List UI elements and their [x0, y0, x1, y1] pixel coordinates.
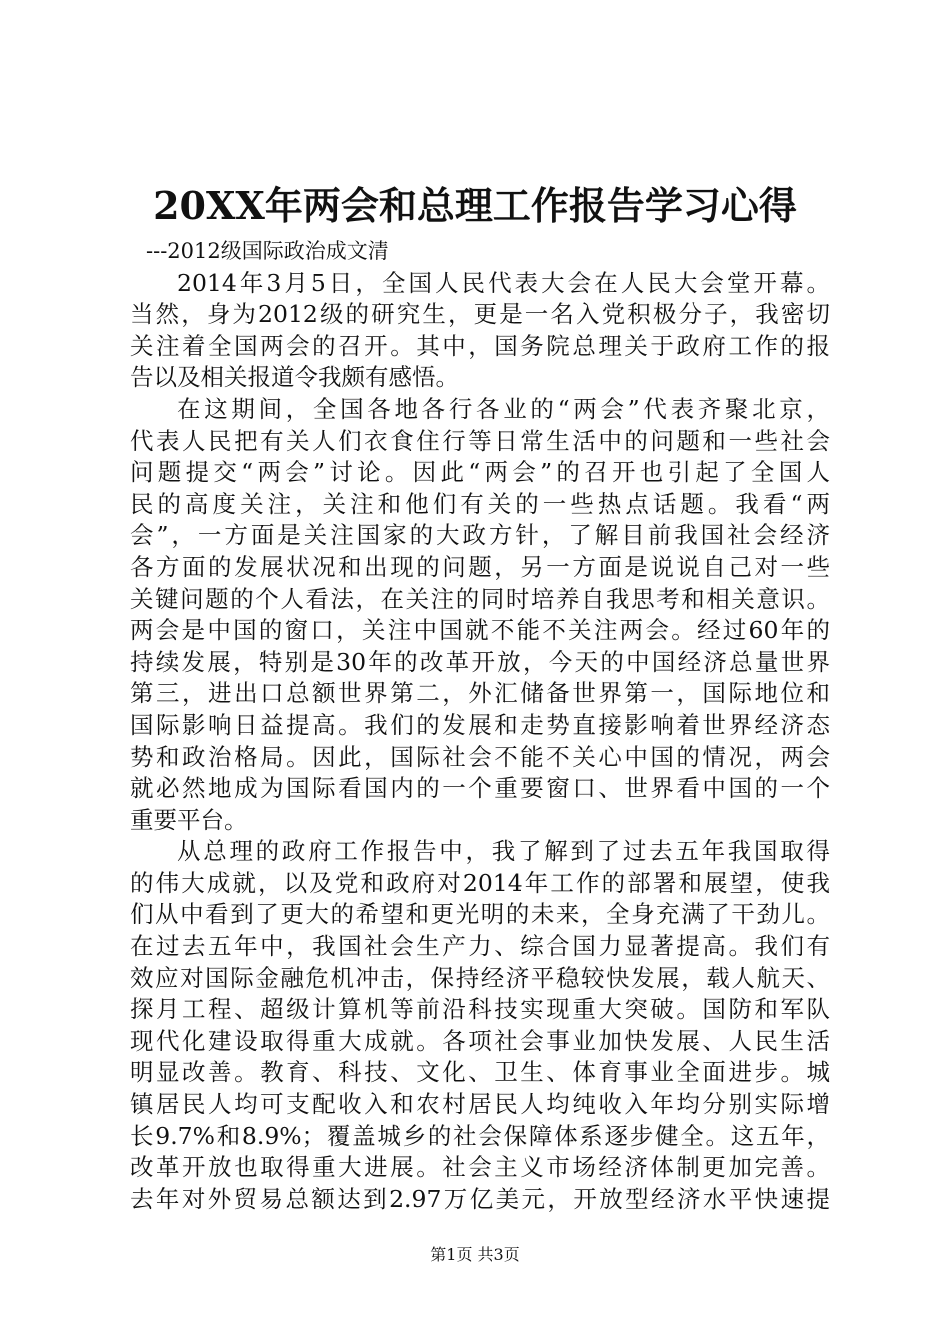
paragraph-2-line: 各方面的发展状况和出现的问题，另一方面是说说自己对一些 [130, 552, 830, 581]
paragraph-3-line: 明显改善。教育、科技、文化、卫生、体育事业全面进步。城 [130, 1058, 830, 1087]
paragraph-2-line: 两会是中国的窗口，关注中国就不能不关注两会。经过60年的 [130, 616, 830, 645]
document-title: 20XX年两会和总理工作报告学习心得 [153, 183, 797, 228]
paragraph-1-line: 2014年3月5日，全国人民代表大会在人民大会堂开幕。 [177, 268, 830, 297]
page-footer: 第1页 共3页 [430, 1245, 520, 1264]
byline: ---2012级国际政治成文清 [146, 239, 389, 263]
paragraph-2-line: 代表人民把有关人们衣食住行等日常生活中的问题和一些社会 [130, 426, 830, 455]
paragraph-3-line: 的伟大成就，以及党和政府对2014年工作的部署和展望，使我 [130, 868, 830, 897]
paragraph-2-line: 国际影响日益提高。我们的发展和走势直接影响着世界经济态 [130, 710, 830, 739]
paragraph-3-line: 改革开放也取得重大进展。社会主义市场经济体制更加完善。 [130, 1153, 830, 1182]
paragraph-3-line: 在过去五年中，我国社会生产力、综合国力显著提高。我们有 [130, 932, 830, 961]
document-body [130, 236, 830, 1215]
paragraph-2-line: 问题提交“两会”讨论。因此“两会”的召开也引起了全国人 [130, 458, 830, 487]
paragraph-2-line: 就必然地成为国际看国内的一个重要窗口、世界看中国的一个 [130, 774, 830, 803]
paragraph-2-line: 势和政治格局。因此，国际社会不能不关心中国的情况，两会 [130, 742, 830, 771]
paragraph-2-line: 第三，进出口总额世界第二，外汇储备世界第一，国际地位和 [130, 679, 830, 708]
paragraph-3-line: 长9.7%和8.9%；覆盖城乡的社会保障体系逐步健全。这五年， [130, 1121, 830, 1150]
paragraph-2-line: 民的高度关注，关注和他们有关的一些热点话题。我看“两 [130, 489, 830, 518]
paragraph-3-line: 们从中看到了更大的希望和更光明的未来，全身充满了干劲儿。 [130, 900, 830, 929]
paragraph-3-line: 探月工程、超级计算机等前沿科技实现重大突破。国防和军队 [130, 995, 830, 1024]
paragraph-1-line: 告以及相关报道令我颇有感悟。 [130, 363, 459, 392]
paragraph-2-line: 在这期间，全国各地各行各业的“两会”代表齐聚北京， [177, 394, 830, 423]
paragraph-1-line: 当然，身为2012级的研究生，更是一名入党积极分子，我密切 [130, 300, 830, 329]
paragraph-2-line: 重要平台。 [130, 805, 248, 834]
paragraph-3-line: 去年对外贸易总额达到2.97万亿美元，开放型经济水平快速提 [130, 1184, 830, 1213]
paragraph-2-line: 会”，一方面是关注国家的大政方针，了解目前我国社会经济 [130, 521, 830, 550]
paragraph-1-line: 关注着全国两会的召开。其中，国务院总理关于政府工作的报 [130, 331, 830, 360]
paragraph-3-line: 镇居民人均可支配收入和农村居民人均纯收入年均分别实际增 [130, 1090, 830, 1119]
paragraph-3-line: 效应对国际金融危机冲击，保持经济平稳较快发展，载人航天、 [130, 963, 830, 992]
paragraph-3-line: 现代化建设取得重大成就。各项社会事业加快发展、人民生活 [130, 1026, 830, 1055]
paragraph-3-line: 从总理的政府工作报告中，我了解到了过去五年我国取得 [177, 837, 830, 866]
paragraph-2-line: 持续发展，特别是30年的改革开放，今天的中国经济总量世界 [130, 647, 830, 676]
paragraph-2-line: 关键问题的个人看法，在关注的同时培养自我思考和相关意识。 [130, 584, 830, 613]
